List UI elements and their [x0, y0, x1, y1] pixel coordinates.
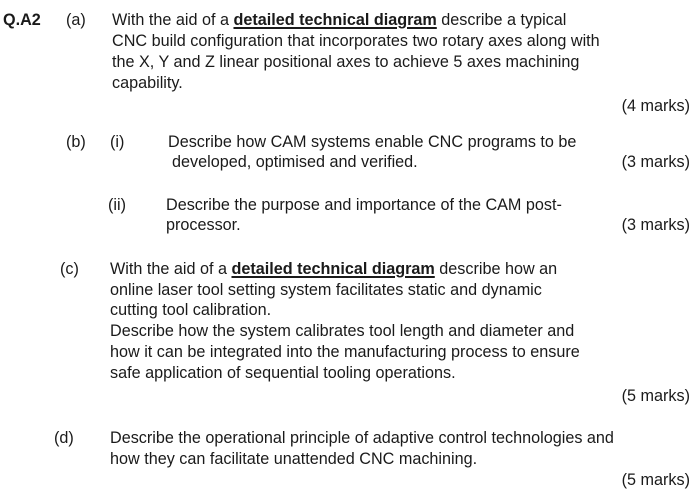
part-a-line-4: capability. — [112, 74, 183, 92]
part-d-line-1: Describe the operational principle of adaptive control technologies and — [110, 429, 614, 447]
part-c-line-4: Describe how the system calibrates tool length and diameter and — [110, 322, 575, 340]
part-a-line-1 — [112, 10, 566, 31]
part-a-line-3: the X, Y and Z linear positional axes to achieve 5 axes machining — [112, 53, 580, 71]
part-a-line-2: CNC build configuration that incorporates two rotary axes along with — [112, 32, 600, 50]
part-c-line-2: online laser tool setting system facilitates static and dynamic — [110, 281, 542, 299]
part-a-line-1-end: describe a typical — [436, 11, 567, 29]
question-number: Q.A2 — [3, 11, 41, 29]
part-c-line-6: safe application of sequential tooling operations. — [110, 364, 456, 382]
part-b-i-line-1: Describe how CAM systems enable CNC programs to be — [168, 133, 577, 151]
part-b-ii-line-2: processor. — [166, 216, 241, 234]
part-a-line-1-start: With the aid of a — [112, 11, 234, 29]
part-c-label: (c) — [60, 260, 79, 278]
part-c-marks: (5 marks) — [621, 387, 690, 405]
part-b-label: (b) — [66, 133, 86, 151]
part-c-line-1-start: With the aid of a — [110, 260, 232, 278]
part-a-marks: (4 marks) — [621, 97, 690, 115]
part-b-ii-line-1: Describe the purpose and importance of the CAM post- — [166, 196, 562, 214]
part-d-line-2: how they can facilitate unattended CNC machining. — [110, 450, 478, 468]
part-b-ii-marks: (3 marks) — [621, 216, 690, 234]
part-c-line-1-end: describe how an — [434, 260, 558, 278]
part-c-line-5: how it can be integrated into the manufacturing process to ensure — [110, 343, 580, 361]
part-a-label: (a) — [66, 11, 86, 29]
part-d-label: (d) — [54, 429, 74, 447]
part-d-marks: (5 marks) — [621, 471, 690, 489]
part-b-i-marks: (3 marks) — [621, 153, 690, 171]
part-c-emphasis-diagram: detailed technical diagram — [231, 260, 435, 278]
part-c-line-1 — [110, 259, 557, 280]
part-c-line-3: cutting tool calibration. — [110, 301, 272, 319]
part-a-emphasis-diagram: detailed technical diagram — [233, 11, 437, 29]
part-b-ii-label: (ii) — [108, 196, 126, 214]
part-b-i-line-2: developed, optimised and verified. — [172, 153, 418, 171]
part-b-i-label: (i) — [110, 133, 125, 151]
